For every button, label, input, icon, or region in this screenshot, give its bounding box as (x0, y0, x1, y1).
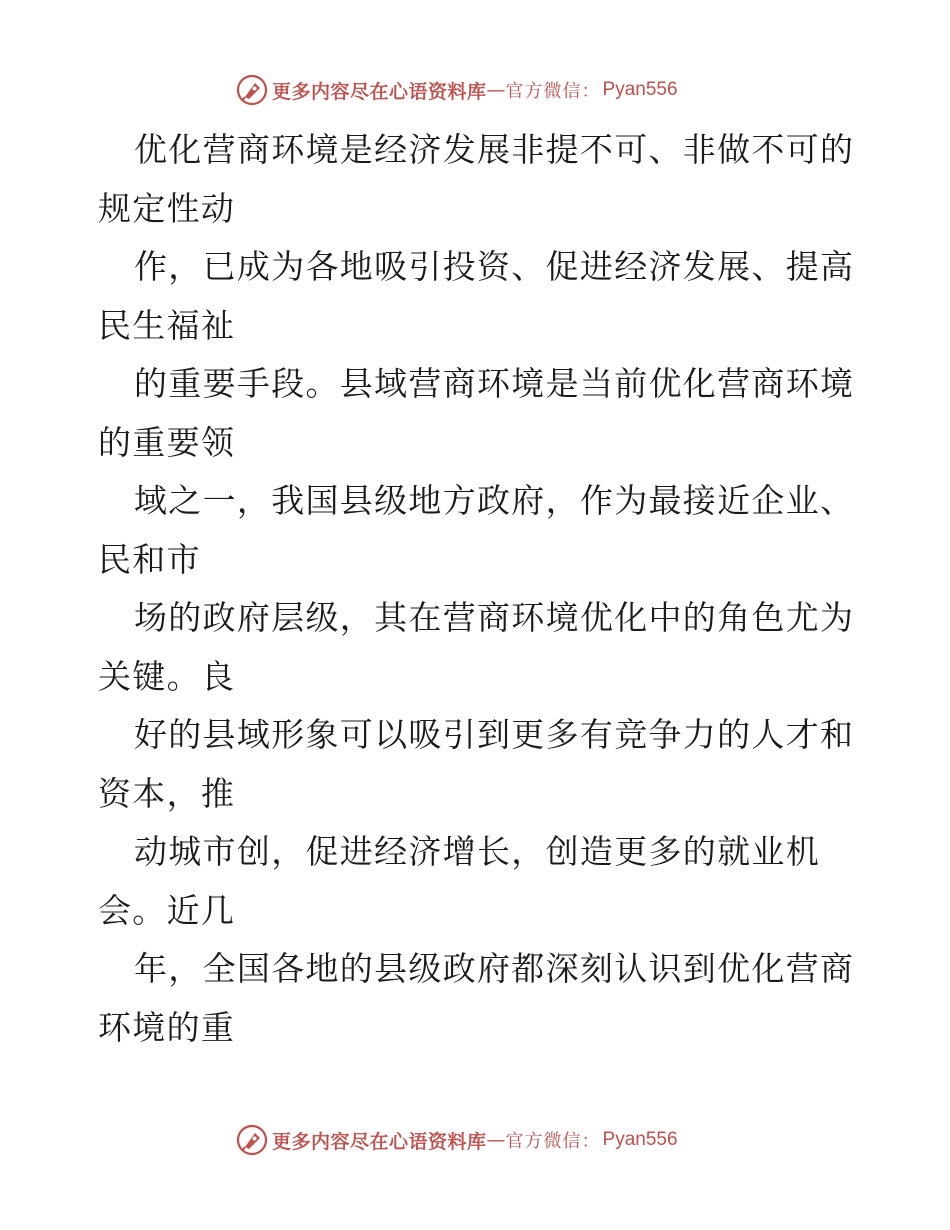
banner-dash: — (486, 79, 506, 101)
text-line: 的重要手段。县域营商环境是当前优化营商环境 (134, 364, 855, 403)
text-line: 会。近几 (98, 890, 236, 930)
text-line: 作，已成为各地吸引投资、促进经济发展、提高 (134, 247, 855, 286)
pen-nib-logo-icon (236, 74, 268, 106)
text-line: 动城市创，促进经济增长，创造更多的就业机 (134, 832, 820, 871)
banner-wechat-id: Pyan556 (602, 1129, 678, 1150)
text-line: 规定性动 (98, 188, 236, 228)
pen-nib-logo-icon (236, 1124, 268, 1156)
text-line: 资本，推 (98, 773, 236, 813)
text-line: 关键。良 (98, 656, 236, 696)
text-line: 的重要领 (98, 422, 236, 462)
text-line: 民生福祉 (98, 305, 236, 345)
text-line: 年，全国各地的县级政府都深刻认识到优化营商 (134, 949, 855, 988)
text-line: 场的政府层级，其在营商环境优化中的角色尤为 (134, 598, 855, 637)
banner-wechat-id: Pyan556 (602, 79, 678, 100)
footer-banner (236, 1123, 678, 1157)
text-line: 民和市 (98, 539, 201, 579)
document-body (98, 121, 898, 1057)
banner-title: 更多内容尽在心语资料库 (272, 1130, 487, 1153)
banner-dash: — (486, 1129, 506, 1151)
text-line: 好的县域形象可以吸引到更多有竞争力的人才和 (134, 715, 855, 754)
text-line: 域之一，我国县级地方政府，作为最接近企业、 (134, 481, 855, 520)
banner-wechat-label: 官方微信： (505, 1131, 601, 1152)
banner-wechat-label: 官方微信： (505, 81, 601, 102)
text-line: 环境的重 (98, 1007, 236, 1047)
text-line: 优化营商环境是经济发展非提不可、非做不可的 (134, 130, 855, 169)
header-banner (236, 73, 678, 107)
banner-title: 更多内容尽在心语资料库 (272, 80, 487, 103)
